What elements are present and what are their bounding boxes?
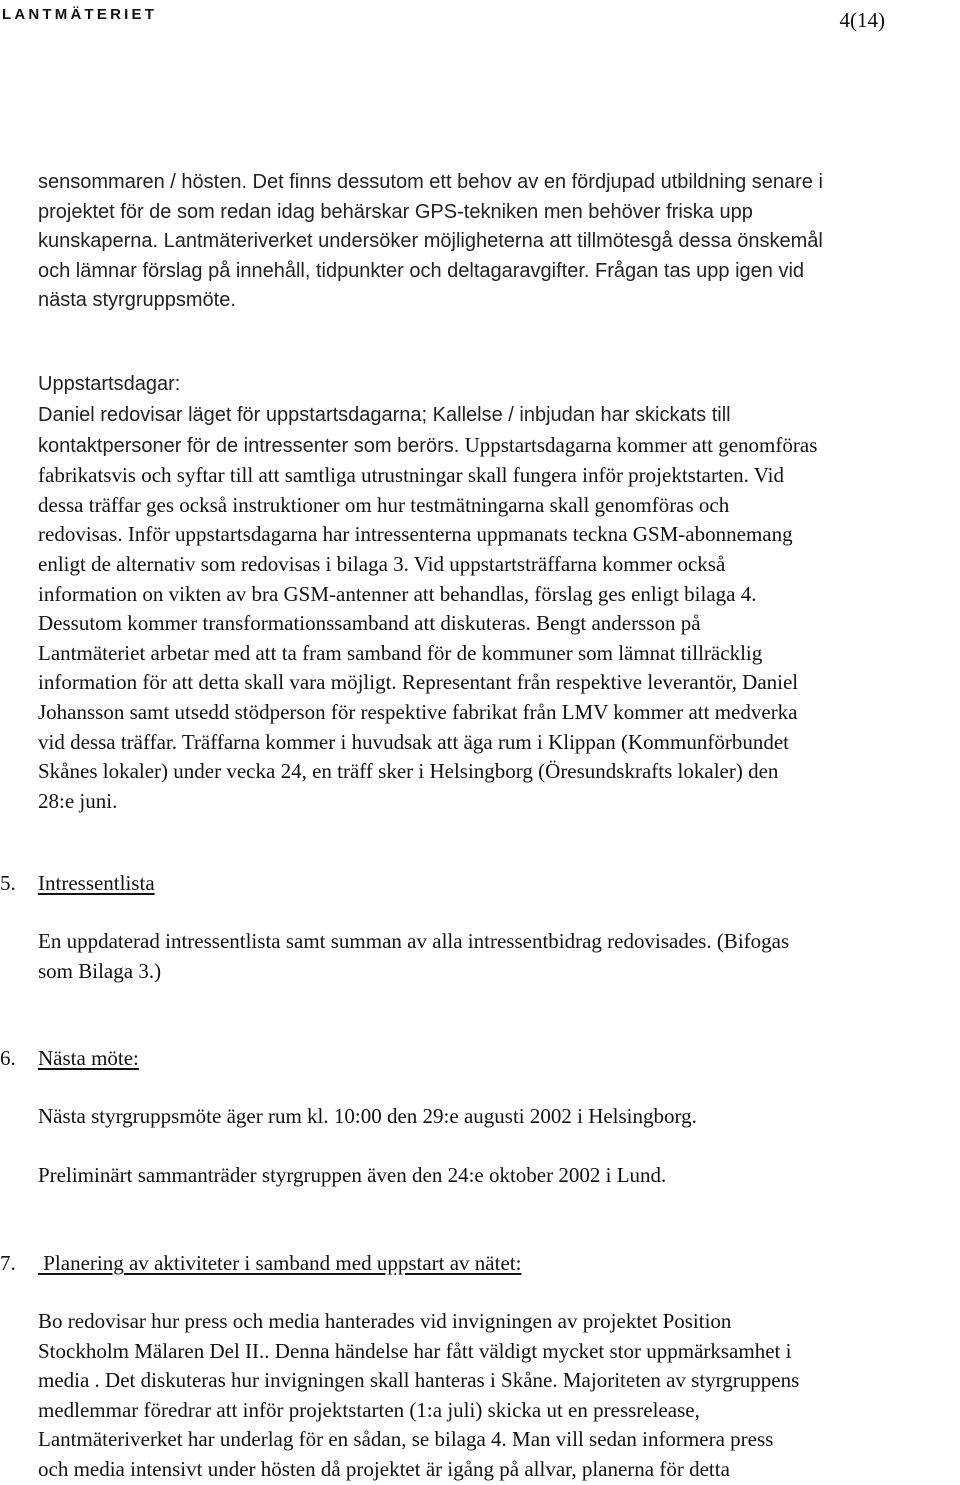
startup-heading: Uppstartsdagar: [38,373,181,395]
section-7-body: Bo redovisar hur press och media hanterades vid invigningen av projektet Position Stockholm Mälaren Del II.. Denna händelse har fått väldigt mycket stor uppmärksamhet i media . Det diskuteras hur invigningen skall hanteras i Skåne. Majoriteten av styrgruppens medlemmar föredrar att inför projektstarten (1:a juli) skicka ut en pressrelease, Lantmäteriverket har underlag för en sådan, se bilaga 4. Man vill sedan informera press och media intensivt under hösten då projektet är igång på allvar, planerna för detta [38,1309,800,1481]
page-number: 4(14) [839,8,885,32]
intro-paragraph: sensommaren / hösten. Det finns dessutom ett behov av en fördjupad utbildning senare i projektet för de som redan idag behärskar GPS-tekniken men behöver friska upp kunskaperna. Lantmäteriverket undersöker möjligheterna att tillmötesgå dessa önskemål och lämnar förslag på innehåll, tidpunkter och deltagaravgifter. Frågan tas upp igen vid nästa styrgruppsmöte. [38,171,823,312]
section-6-number: 6. [0,1046,16,1070]
section-6-body-2: Preliminärt sammanträder styrgruppen även den 24:e oktober 2002 i Lund. [38,1163,667,1187]
section-5-body: En uppdaterad intressentlista samt summan av alla intressentbidrag redovisades. (Bifogas som Bilaga 3.) [38,929,790,983]
section-7-number: 7. [0,1251,16,1275]
startup-serif-text: Uppstartsdagarna kommer att genomföras fabrikatsvis och syftar till att samtliga utrustningar skall fungera inför projektstarten. Vid dessa träffar ges också instruktioner om hur testmätningarna skall genomföras och redovisas. Inför uppstartsdagarna har intressenterna uppmanats teckna GSM-abonnemang enligt de alternativ som redovisas i bilaga 3. Vid uppstartsträffarna kommer också information on vikten av bra GSM-antenner att behandlas, förslag ges enligt bilaga 4. Dessutom kommer transformationssamband att diskuteras. Bengt andersson på Lantmäteriet arbetar med att ta fram samband för de kommuner som lämnat tillräcklig information för att detta skall vara möjligt. Representant från respektive leverantör, Daniel Johansson samt utsedd stödperson för respektive fabrikat från LMV kommer att medverka vid dessa träffar. Träffarna kommer i huvudsak att äga rum i Klippan (Kommunförbundet Skånes lokaler) under vecka 24, en träff sker i Helsingborg (Öresundskrafts lokaler) den 28:e juni. [38,432,818,813]
section-7-title: Planering av aktiviteter i samband med uppstart av nätet: [38,1251,522,1275]
section-5-number: 5. [0,871,16,895]
section-5-title: Intressentlista [38,871,155,895]
startup-paragraph [38,400,960,816]
section-6-title: Nästa möte: [38,1046,139,1070]
section-6-body-1: Nästa styrgruppsmöte äger rum kl. 10:00 den 29:e augusti 2002 i Helsingborg. [38,1104,697,1128]
lantmateriet-logo: LANTMÄTERIET [2,6,158,23]
startup-sans-text: Daniel redovisar läget för uppstartsdagarna; Kallelse / inbjudan har skickats till kontaktpersoner för de intressenter som berörs. [38,404,731,457]
